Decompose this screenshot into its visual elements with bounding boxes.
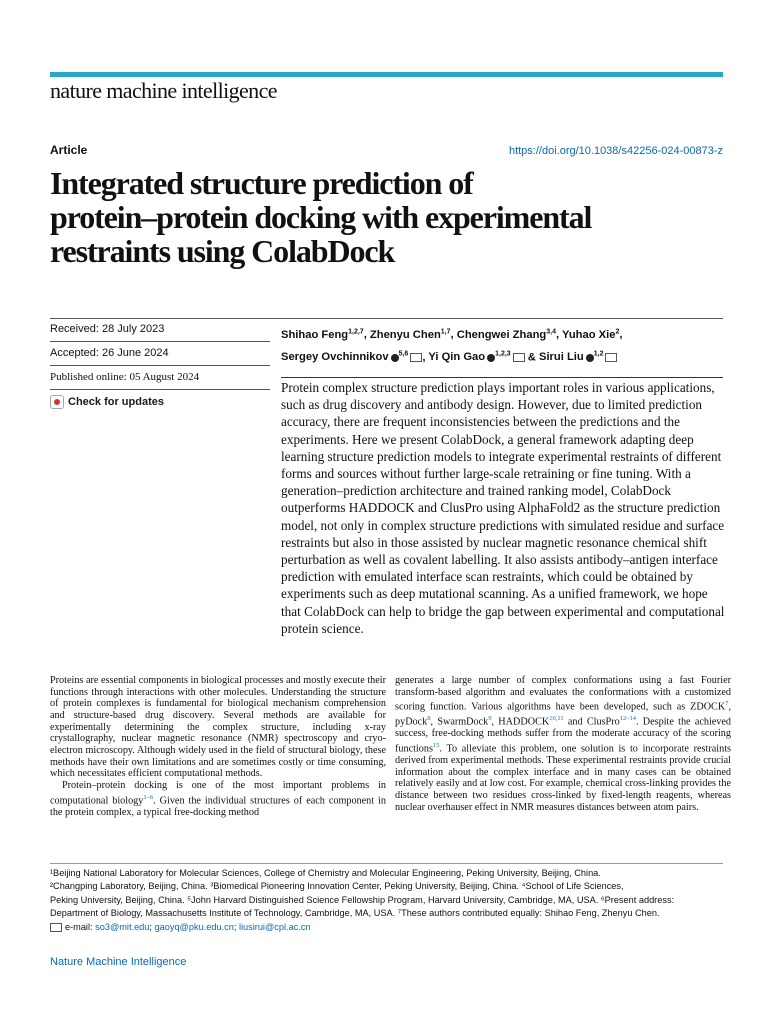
divider-meta-3 bbox=[50, 389, 270, 390]
article-type-label: Article bbox=[50, 143, 88, 157]
mail-icon[interactable] bbox=[605, 353, 617, 362]
email-link[interactable]: gaoyq@pku.edu.cn bbox=[154, 921, 234, 932]
accepted-date: Accepted: 26 June 2024 bbox=[50, 347, 169, 359]
email-line: e-mail: so3@mit.edu; gaoyq@pku.edu.cn; liusirui@cpl.ac.cn bbox=[50, 921, 730, 934]
orcid-icon[interactable] bbox=[391, 354, 399, 362]
footnote-line: ²Changping Laboratory, Beijing, China. ³Biomedical Pioneering Innovation Center, Peking University, Beijing, China. ⁴School of Life Sciences, bbox=[50, 881, 624, 892]
footnote-line: ¹Beijing National Laboratory for Molecular Sciences, College of Chemistry and Molecular Engineering, Peking University, Beijing, China. bbox=[50, 868, 601, 878]
mail-icon[interactable] bbox=[513, 353, 525, 362]
header-accent-bar bbox=[50, 72, 723, 77]
abstract: Protein complex structure prediction plays important roles in various applications, such as drug discovery and antibody design. However, due to limited prediction accuracy, there are frequent inconsistencies between the predictions and the experiments. Here we present ColabDock, a general framework adapting deep learning structure prediction models to integrate experimental restraints of different forms and sources without further large-scale retraining or fine tuning. With a generation–prediction architecture and trained ranking model, ColabDock outperforms HADDOCK and ClusPro using AlphaFold2 as the structure prediction model, not only in complex structure predictions with simulated residue and surface restraints but also in those assisted by nuclear magnetic resonance chemical shift perturbation as well as covalent labelling. It also assists antibody–antigen interface prediction with emulated interface scan restraints, which could be obtained by experiments such as deep mutational scanning. As a unified framework, we hope that ColabDock can help to bridge the gap between experimental and computational protein science. bbox=[281, 380, 725, 636]
journal-name: nature machine intelligence bbox=[50, 78, 277, 103]
divider-top bbox=[50, 318, 723, 319]
body-paragraph: Protein–protein docking is one of the most important problems in computational biology$^{1-6}$. Given the individual structures of each component in the protein complex, a typical free-docking method bbox=[50, 779, 386, 818]
reference-link[interactable]: 8 bbox=[427, 715, 431, 723]
divider-meta-1 bbox=[50, 341, 270, 342]
received-date: Received: 28 July 2023 bbox=[50, 323, 165, 335]
footer-journal-name: Nature Machine Intelligence bbox=[50, 956, 187, 968]
footnote-line: Department of Biology, Massachusetts Institute of Technology, Cambridge, MA, USA. ⁷These authors contributed equally: Shihao Feng, Zhenyu Chen. bbox=[50, 908, 660, 919]
email-link[interactable]: liusirui@cpl.ac.cn bbox=[238, 921, 311, 932]
author[interactable]: Shihao Feng$^{1,2,7}$ bbox=[281, 328, 364, 341]
author[interactable]: Yuhao Xie$^2$ bbox=[561, 328, 620, 341]
author[interactable]: Sergey Ovchinnikov $^{5,6}$ bbox=[281, 351, 422, 363]
body-paragraph: Proteins are essential components in biological processes and mostly execute their functions through interactions with other molecules. Understanding the structure of protein complexes is fundamental for biological mechanism comprehension and structure-based drug discovery. Several methods are available for experimentally determining the complex structure, including x-ray crystallography, nuclear magnetic resonance (NMR) spectroscopy and cryo-electron microscopy. Although widely used in the field of structural biology, these methods have their own limitations and are sometimes costly or time consuming, which necessitates efficient computational methods. bbox=[50, 675, 386, 780]
author[interactable]: Zhenyu Chen$^{1,7}$ bbox=[369, 328, 451, 341]
body-column-right bbox=[395, 675, 731, 813]
check-updates-label: Check for updates bbox=[68, 396, 164, 408]
orcid-icon[interactable] bbox=[586, 354, 594, 362]
mail-icon[interactable] bbox=[410, 353, 422, 362]
affiliations-footnotes bbox=[50, 867, 730, 934]
author[interactable]: Yi Qin Gao $^{1,2,3}$ bbox=[428, 351, 524, 363]
email-link[interactable]: so3@mit.edu bbox=[95, 921, 150, 932]
title-line-3: restraints using ColabDock bbox=[50, 233, 395, 269]
paper-title bbox=[50, 166, 740, 268]
divider-meta-2 bbox=[50, 365, 270, 366]
reference-link[interactable]: 10,11 bbox=[549, 715, 564, 723]
divider-footnotes bbox=[50, 863, 723, 864]
reference-link[interactable]: 9 bbox=[488, 715, 492, 723]
orcid-icon[interactable] bbox=[487, 354, 495, 362]
footnote-line: Peking University, Beijing, China. ⁵John Harvard Distinguished Science Fellowship Program, Harvard University, Cambridge, MA, USA. ⁶Present address: bbox=[50, 894, 675, 905]
check-for-updates-button[interactable] bbox=[50, 395, 164, 409]
reference-link[interactable]: 1–6 bbox=[143, 793, 154, 801]
check-updates-icon bbox=[50, 395, 64, 409]
author[interactable]: Chengwei Zhang$^{3,4}$ bbox=[456, 328, 556, 341]
author-list: Shihao Feng$^{1,2,7}$, Zhenyu Chen$^{1,7}$, Chengwei Zhang$^{3,4}$, Yuhao Xie$^2$, Sergey Ovchinnikov $^{5,6}$ , Yi Qin Gao $^{1,2,3}$ & Sirui Liu $^{1,2}$ bbox=[281, 328, 623, 364]
reference-link[interactable]: 12–14 bbox=[619, 715, 636, 723]
title-line-1: Integrated structure prediction of bbox=[50, 165, 473, 201]
published-date: Published online: 05 August 2024 bbox=[50, 371, 200, 383]
doi-link[interactable]: https://doi.org/10.1038/s42256-024-00873-z bbox=[508, 145, 723, 157]
mail-icon bbox=[50, 923, 62, 932]
divider-abstract bbox=[281, 377, 723, 378]
body-column-left bbox=[50, 675, 386, 818]
reference-link[interactable]: 15 bbox=[432, 742, 440, 750]
author[interactable]: Sirui Liu $^{1,2}$ bbox=[539, 351, 617, 363]
title-line-2: protein–protein docking with experimental bbox=[50, 199, 592, 235]
body-paragraph: generates a large number of complex conformations using a fast Fourier transform-based algorithm and evaluates the conformations with a customized scoring function. Various algorithms have been developed, such as ZDOCK$^7$, pyDock$^8$, SwarmDock$^9$, HADDOCK$^{10,11}$ and ClusPro$^{12-14}$. Despite the achieved success, free-docking methods suffer from the moderate accuracy of the scoring functions$^{15}$. To alleviate this problem, one solution is to incorporate restraints derived from experimental methods. These experimental restraints provide crucial information about the complex interface and in many cases can be obtained relatively easily and at low cost. For example, chemical cross-linking provides the distance between two residues cross-linked by fixed-length reagents, whereas nuclear overhauser effect in NMR measures distances between atom pairs. bbox=[395, 675, 732, 813]
reference-link[interactable]: 7 bbox=[725, 700, 729, 708]
